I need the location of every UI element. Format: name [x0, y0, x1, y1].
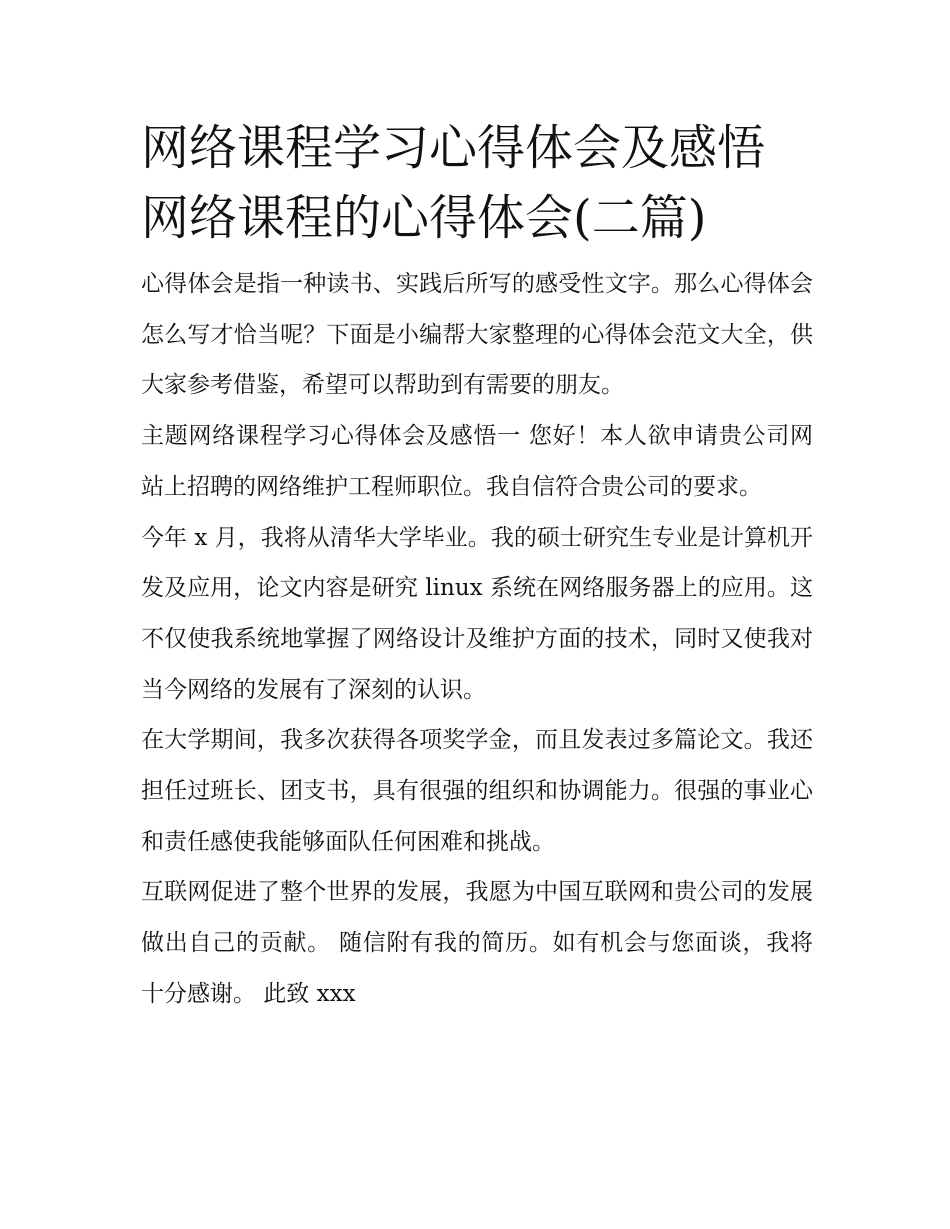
paragraph-achievements: 在大学期间，我多次获得各项奖学金，而且发表过多篇论文。我还担任过班长、团支书，具有很强的组织和协调能力。很强的事业心和责任感使我能够面队任何困难和挑战。 [141, 727, 813, 855]
document-title [141, 113, 813, 253]
paragraph-intro: 心得体会是指一种读书、实践后所写的感受性文字。那么心得体会怎么写才恰当呢？下面是小编帮大家整理的心得体会范文大全，供大家参考借鉴，希望可以帮助到有需要的朋友。 [141, 271, 813, 399]
title-line-1: 网络课程学习心得体会及感悟 [141, 120, 766, 176]
paragraph-education: 今年 x 月，我将从清华大学毕业。我的硕士研究生专业是计算机开发及应用，论文内容是研究 linux 系统在网络服务器上的应用。这不仅使我系统地掌握了网络设计及维护方面的技术，同时又使我对当今网络的发展有了深刻的认识。 [141, 524, 813, 703]
document-body [141, 113, 813, 1020]
title-line-2: 网络课程的心得体会(二篇) [141, 190, 707, 246]
paragraph-greeting: 主题网络课程学习心得体会及感悟一 您好！本人欲申请贵公司网站上招聘的网络维护工程师职位。我自信符合贵公司的要求。 [141, 423, 813, 500]
paragraph-closing: 互联网促进了整个世界的发展，我愿为中国互联网和贵公司的发展做出自己的贡献。 随信附有我的简历。如有机会与您面谈，我将十分感谢。 此致 xxx [141, 879, 813, 1007]
